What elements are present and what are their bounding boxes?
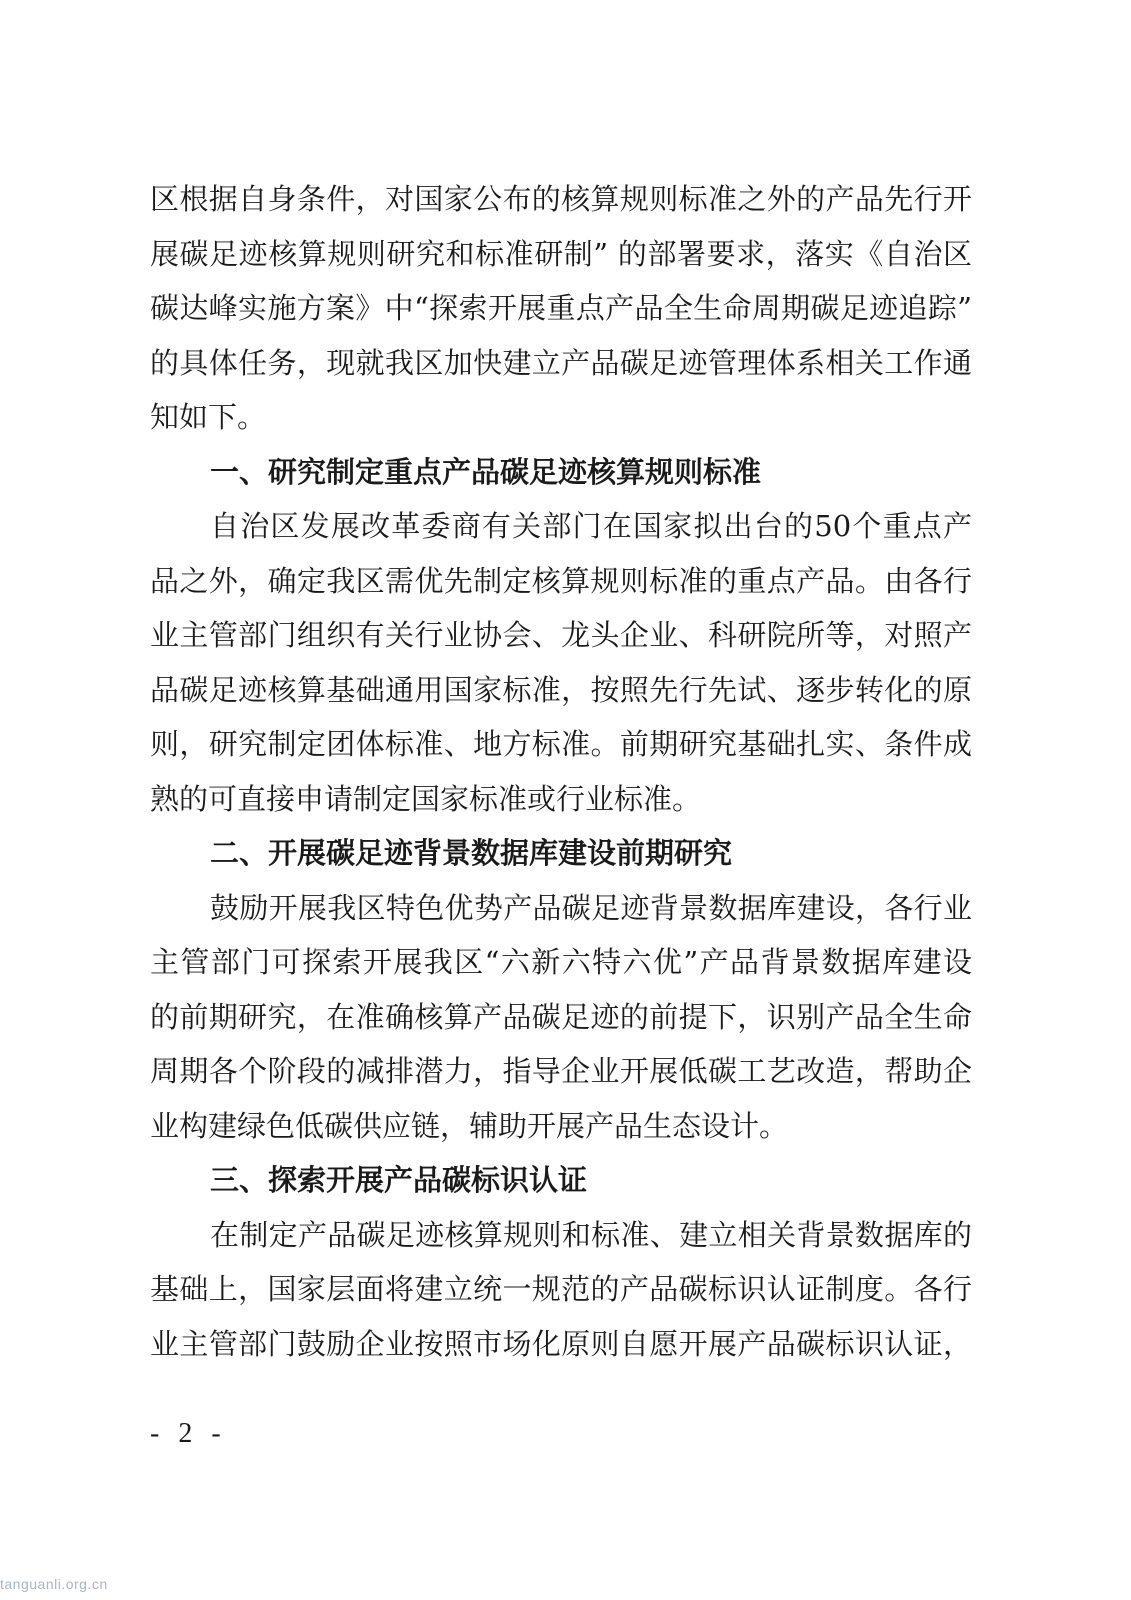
body-line: 业构建绿色低碳供应链，辅助开展产品生态设计。	[150, 1108, 789, 1143]
body-line: 品碳足迹核算基础通用国家标准，按照先行先试、逐步转化的原	[150, 672, 972, 707]
body-line: 熟的可直接申请制定国家标准或行业标准。	[150, 781, 702, 816]
body-line: 碳达峰实施方案》中“探索开展重点产品全生命周期碳足迹追踪”	[150, 291, 972, 325]
section-heading-3: 三、探索开展产品碳标识认证	[210, 1163, 588, 1197]
body-line: 周期各个阶段的减排潜力，指导企业开展低碳工艺改造，帮助企	[150, 1054, 972, 1088]
body-line: 区根据自身条件，对国家公布的核算规则标准之外的产品先行开	[150, 182, 972, 216]
document-body	[150, 172, 972, 1371]
body-line: 自治区发展改革委商有关部门在国家拟出台的50个重点产	[210, 509, 972, 543]
body-line: 品之外，确定我区需优先制定核算规则标准的重点产品。由各行	[150, 563, 972, 598]
page-number: - 2 -	[150, 1418, 227, 1449]
body-line: 业主管部门组织有关行业协会、龙头企业、科研院所等，对照产	[150, 618, 972, 652]
watermark: tanguanli.org.cn	[0, 1576, 108, 1592]
body-line: 展碳足迹核算规则研究和标准研制” 的部署要求，落实《自治区	[150, 236, 972, 271]
body-line: 业主管部门鼓励企业按照市场化原则自愿开展产品碳标识认证，	[150, 1326, 972, 1361]
body-line: 在制定产品碳足迹核算规则和标准、建立相关背景数据库的	[210, 1217, 972, 1252]
body-line: 主管部门可探索开展我区“六新六特六优”产品背景数据库建设	[150, 945, 972, 979]
section-heading-1: 一、研究制定重点产品碳足迹核算规则标准	[210, 454, 762, 489]
body-line: 基础上，国家层面将建立统一规范的产品碳标识认证制度。各行	[150, 1272, 972, 1306]
body-line: 则，研究制定团体标准、地方标准。前期研究基础扎实、条件成	[150, 727, 972, 761]
body-line: 鼓励开展我区特色优势产品碳足迹背景数据库建设，各行业	[210, 890, 972, 925]
body-line: 的具体任务，现就我区加快建立产品碳足迹管理体系相关工作通	[150, 345, 972, 380]
section-heading-2: 二、开展碳足迹背景数据库建设前期研究	[210, 836, 733, 870]
body-line: 的前期研究，在准确核算产品碳足迹的前提下，识别产品全生命	[150, 999, 972, 1034]
body-line: 知如下。	[150, 400, 267, 434]
